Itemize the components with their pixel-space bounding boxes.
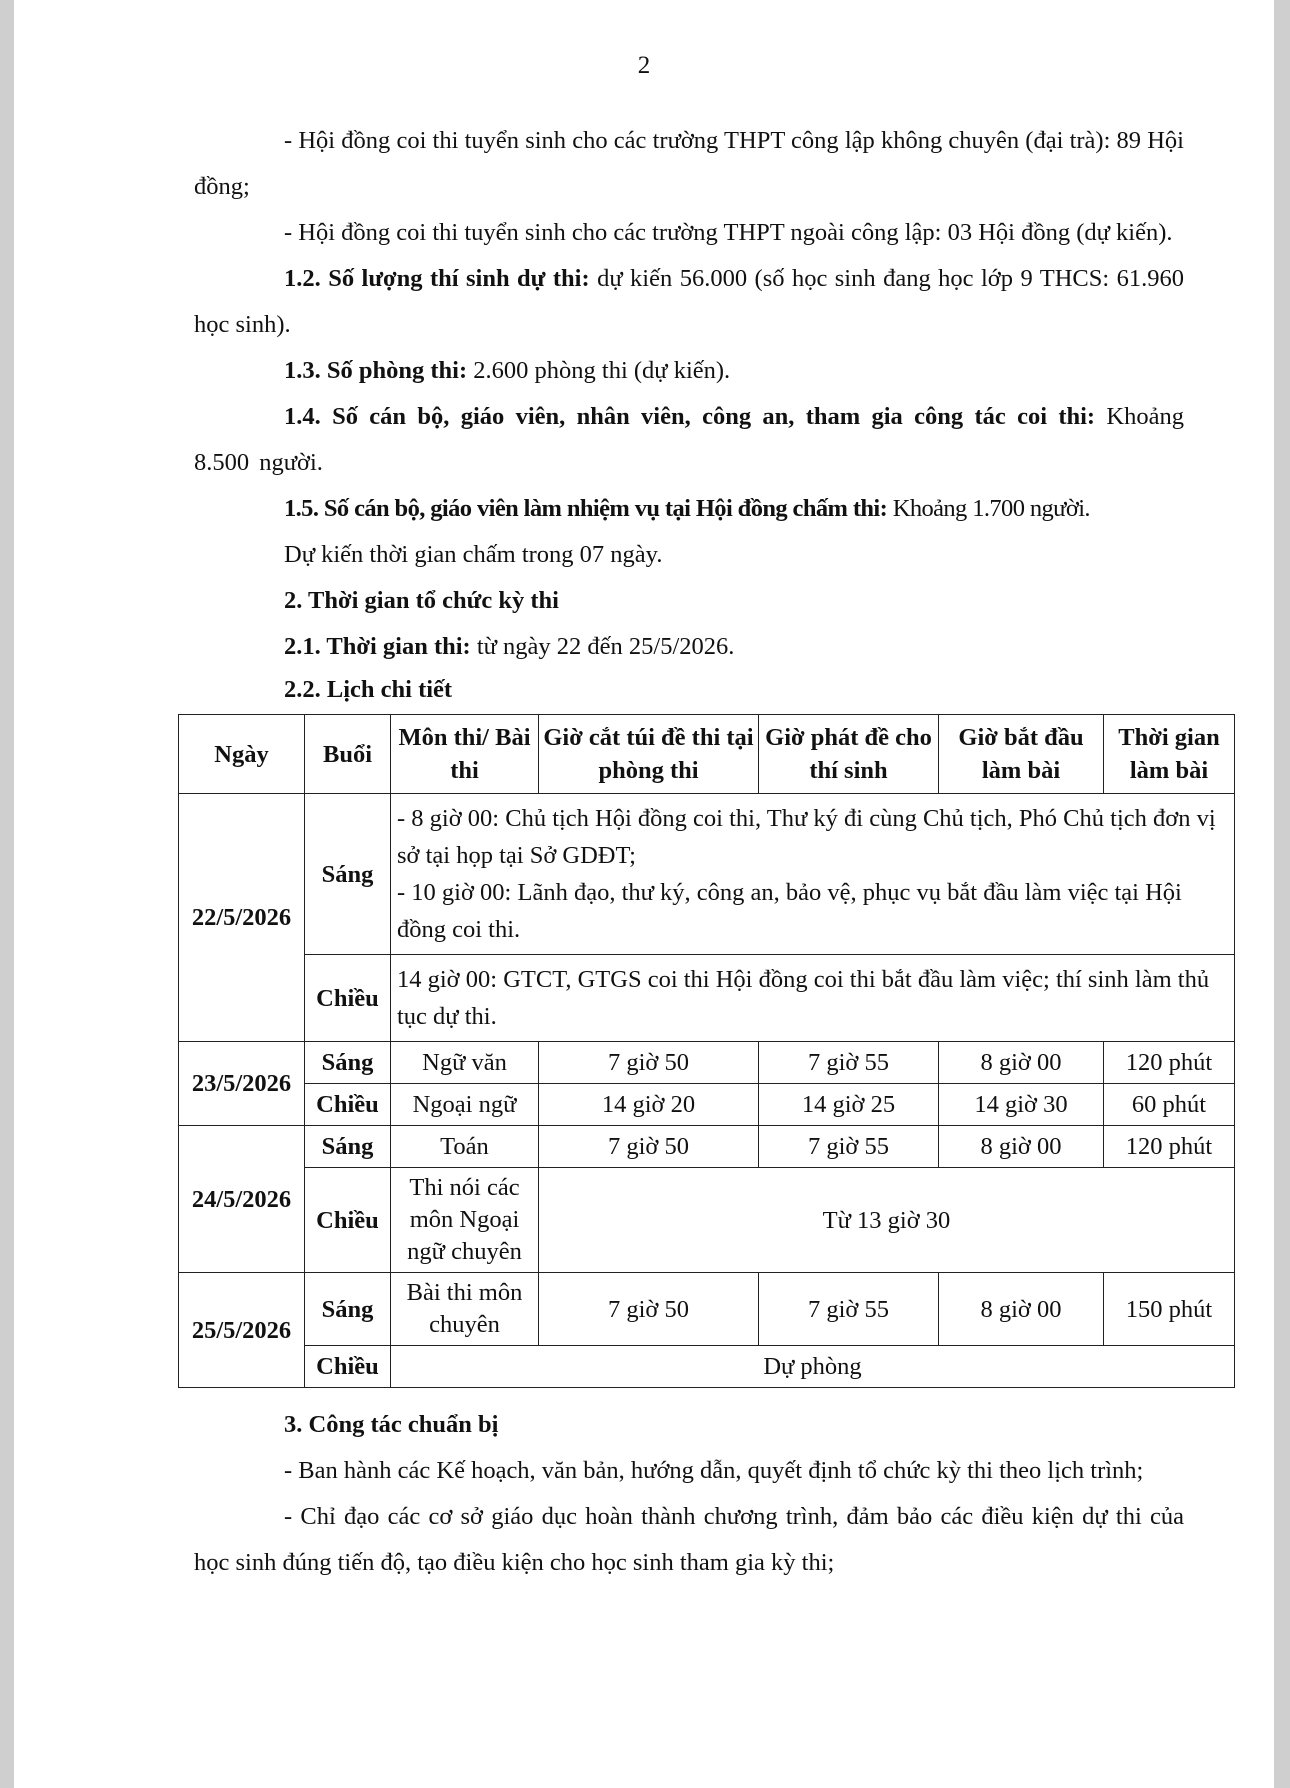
start-time-cell: 8 giờ 00 — [939, 1126, 1104, 1168]
date-cell: 24/5/2026 — [179, 1126, 305, 1273]
table-row — [179, 1042, 1235, 1084]
merged-time-cell: Từ 13 giờ 30 — [539, 1168, 1235, 1273]
duration-cell: 120 phút — [1104, 1042, 1235, 1084]
header-date: Ngày — [179, 715, 305, 794]
merged-reserve-cell: Dự phòng — [391, 1346, 1235, 1388]
table-row — [179, 1273, 1235, 1346]
handout-time-cell: 7 giờ 55 — [759, 1126, 939, 1168]
table-row — [179, 1168, 1235, 1273]
item-2-2-heading: 2.2. Lịch chi tiết — [284, 676, 453, 703]
note-line: - 8 giờ 00: Chủ tịch Hội đồng coi thi, Thư ký đi cùng Chủ tịch, Phó Chủ tịch đơn vị sở tại họp tại Sở GDĐT; — [397, 805, 1216, 869]
document-body — [191, 118, 1220, 1586]
session-cell: Sáng — [305, 1273, 391, 1346]
item-1-2-label: 1.2. Số lượng thí sinh dự thi: — [284, 265, 590, 292]
subject-cell: Ngữ văn — [391, 1042, 539, 1084]
intro-paragraph-1: - Hội đồng coi thi tuyển sinh cho các trường THPT công lập không chuyên (đại trà): 89 Hội đồng; — [194, 127, 1184, 200]
cut-time-cell: 7 giờ 50 — [539, 1126, 759, 1168]
subject-cell: Ngoại ngữ — [391, 1084, 539, 1126]
section-3-heading: 3. Công tác chuẩn bị — [284, 1411, 499, 1438]
item-1-2-text: dự kiến 56.000 (số học sinh đang học lớp 9 THCS: 61.960 học sinh). — [194, 265, 1185, 338]
notes-cell: 14 giờ 00: GTCT, GTGS coi thi Hội đồng coi thi bắt đầu làm việc; thí sinh làm thủ tục dự thi. — [391, 955, 1235, 1042]
subject-cell: Thi nói các môn Ngoại ngữ chuyên — [391, 1168, 539, 1273]
page-number: 2 — [637, 52, 651, 79]
header-handout-time: Giờ phát đề cho thí sinh — [759, 715, 939, 794]
duration-cell: 60 phút — [1104, 1084, 1235, 1126]
table-row — [179, 1126, 1235, 1168]
session-cell: Sáng — [305, 794, 391, 955]
section-2-heading: 2. Thời gian tổ chức kỳ thi — [284, 587, 559, 614]
notes-cell — [391, 794, 1235, 955]
item-2-1 — [194, 624, 1184, 670]
duration-cell: 120 phút — [1104, 1126, 1235, 1168]
duration-cell: 150 phút — [1104, 1273, 1235, 1346]
cut-time-cell: 7 giờ 50 — [539, 1042, 759, 1084]
table-row — [179, 1346, 1235, 1388]
item-1-4 — [194, 394, 1184, 486]
session-cell: Chiều — [305, 1084, 391, 1126]
table-header-row — [179, 715, 1235, 794]
table-row — [179, 794, 1235, 955]
item-1-5-note: Dự kiến thời gian chấm trong 07 ngày. — [284, 541, 663, 568]
session-cell: Chiều — [305, 1168, 391, 1273]
handout-time-cell: 7 giờ 55 — [759, 1273, 939, 1346]
start-time-cell: 8 giờ 00 — [939, 1273, 1104, 1346]
item-1-5 — [194, 486, 1184, 532]
handout-time-cell: 7 giờ 55 — [759, 1042, 939, 1084]
item-1-3-label: 1.3. Số phòng thi: — [284, 357, 468, 384]
header-start-time: Giờ bắt đầu làm bài — [939, 715, 1104, 794]
subject-cell: Bài thi môn chuyên — [391, 1273, 539, 1346]
intro-paragraph-2: - Hội đồng coi thi tuyển sinh cho các trường THPT ngoài công lập: 03 Hội đồng (dự kiến). — [284, 219, 1173, 246]
date-cell: 22/5/2026 — [179, 794, 305, 1042]
item-1-4-text: Khoảng 8.500 người. — [194, 403, 1184, 476]
item-1-4-label: 1.4. Số cán bộ, giáo viên, nhân viên, công an, tham gia công tác coi thi: — [284, 403, 1096, 430]
item-2-1-label: 2.1. Thời gian thi: — [284, 633, 471, 660]
section-3-item-2: - Chỉ đạo các cơ sở giáo dục hoàn thành chương trình, đảm bảo các điều kiện dự thi của học sinh đúng tiến độ, tạo điều kiện cho học sinh tham gia kỳ thi; — [194, 1503, 1184, 1576]
cut-time-cell: 14 giờ 20 — [539, 1084, 759, 1126]
item-1-3-text: 2.600 phòng thi (dự kiến). — [467, 357, 731, 384]
date-cell: 23/5/2026 — [179, 1042, 305, 1126]
exam-schedule-table — [178, 714, 1235, 1388]
header-session: Buổi — [305, 715, 391, 794]
item-1-2 — [194, 256, 1184, 348]
start-time-cell: 14 giờ 30 — [939, 1084, 1104, 1126]
header-subject: Môn thi/ Bài thi — [391, 715, 539, 794]
subject-cell: Toán — [391, 1126, 539, 1168]
session-cell: Sáng — [305, 1126, 391, 1168]
note-line: - 10 giờ 00: Lãnh đạo, thư ký, công an, bảo vệ, phục vụ bắt đầu làm việc tại Hội đồng coi thi. — [397, 879, 1182, 943]
table-row — [179, 955, 1235, 1042]
item-1-3 — [194, 348, 1184, 394]
header-duration: Thời gian làm bài — [1104, 715, 1235, 794]
session-cell: Chiều — [305, 955, 391, 1042]
section-3-item-1: - Ban hành các Kế hoạch, văn bản, hướng dẫn, quyết định tổ chức kỳ thi theo lịch trình; — [284, 1457, 1144, 1484]
item-1-5-text: Khoảng 1.700 người. — [887, 495, 1090, 522]
item-2-1-text: từ ngày 22 đến 25/5/2026. — [470, 633, 735, 660]
session-cell: Chiều — [305, 1346, 391, 1388]
start-time-cell: 8 giờ 00 — [939, 1042, 1104, 1084]
header-cut-time: Giờ cắt túi đề thi tại phòng thi — [539, 715, 759, 794]
cut-time-cell: 7 giờ 50 — [539, 1273, 759, 1346]
handout-time-cell: 14 giờ 25 — [759, 1084, 939, 1126]
table-row — [179, 1084, 1235, 1126]
session-cell: Sáng — [305, 1042, 391, 1084]
item-1-5-label: 1.5. Số cán bộ, giáo viên làm nhiệm vụ tại Hội đồng chấm thi: — [284, 495, 888, 522]
date-cell: 25/5/2026 — [179, 1273, 305, 1388]
